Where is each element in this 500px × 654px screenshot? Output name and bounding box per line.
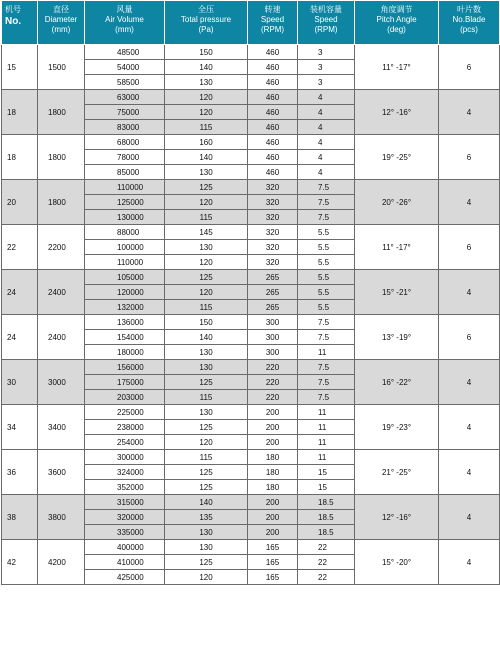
total-pressure-cell: 115: [165, 300, 248, 315]
header-total-pressure-en: Total pressure: [180, 15, 232, 24]
installed-power-cell: 18.5: [298, 510, 355, 525]
speed-cell: 165: [248, 540, 298, 555]
speed-cell: 320: [248, 210, 298, 225]
air-volume-cell: 324000: [85, 465, 165, 480]
header-air-volume-zh: 风量: [116, 5, 133, 14]
total-pressure-cell: 140: [165, 60, 248, 75]
air-volume-cell: 238000: [85, 420, 165, 435]
model-no-cell: 18: [2, 90, 38, 135]
speed-cell: 200: [248, 510, 298, 525]
total-pressure-cell: 130: [165, 165, 248, 180]
speed-cell: 460: [248, 150, 298, 165]
header-blades-unit: (pcs): [460, 25, 478, 34]
header-no-en: No.: [5, 16, 22, 27]
total-pressure-cell: 130: [165, 525, 248, 540]
diameter-cell: 3400: [38, 405, 85, 450]
speed-cell: 320: [248, 180, 298, 195]
table-row: [2, 90, 500, 105]
installed-power-cell: 7.5: [298, 360, 355, 375]
pitch-angle-cell: 15° -20°: [355, 540, 439, 585]
header-air-volume-unit: (mm): [115, 25, 134, 34]
header-speed-unit: (RPM): [260, 25, 285, 34]
model-no-cell: 15: [2, 45, 38, 90]
blade-count-cell: 6: [439, 315, 500, 360]
installed-power-cell: 7.5: [298, 390, 355, 405]
air-volume-cell: 400000: [85, 540, 165, 555]
diameter-cell: 3000: [38, 360, 85, 405]
installed-power-cell: 3: [298, 60, 355, 75]
speed-cell: 320: [248, 255, 298, 270]
air-volume-cell: 132000: [85, 300, 165, 315]
blade-count-cell: 4: [439, 450, 500, 495]
installed-power-cell: 15: [298, 465, 355, 480]
air-volume-cell: 105000: [85, 270, 165, 285]
total-pressure-cell: 130: [165, 75, 248, 90]
speed-cell: 300: [248, 315, 298, 330]
model-no-cell: 34: [2, 405, 38, 450]
installed-power-cell: 5.5: [298, 225, 355, 240]
model-no-cell: 24: [2, 315, 38, 360]
air-volume-cell: 78000: [85, 150, 165, 165]
total-pressure-cell: 120: [165, 570, 248, 585]
header-blades-zh: 叶片数: [457, 5, 481, 14]
total-pressure-cell: 115: [165, 390, 248, 405]
air-volume-cell: 154000: [85, 330, 165, 345]
model-no-cell: 36: [2, 450, 38, 495]
installed-power-cell: 7.5: [298, 315, 355, 330]
installed-power-cell: 7.5: [298, 180, 355, 195]
total-pressure-cell: 130: [165, 360, 248, 375]
speed-cell: 200: [248, 525, 298, 540]
pitch-angle-cell: 12° -16°: [355, 495, 439, 540]
fan-spec-table: [1, 0, 500, 585]
header-pitch-angle-zh: 角度调节: [380, 5, 413, 14]
installed-power-cell: 4: [298, 120, 355, 135]
header-air-volume-en: Air Volume: [105, 15, 144, 24]
installed-power-cell: 4: [298, 90, 355, 105]
total-pressure-cell: 120: [165, 90, 248, 105]
diameter-cell: 3600: [38, 450, 85, 495]
speed-cell: 220: [248, 375, 298, 390]
blade-count-cell: 4: [439, 90, 500, 135]
diameter-cell: 1800: [38, 180, 85, 225]
pitch-angle-cell: 11° -17°: [355, 225, 439, 270]
blade-count-cell: 4: [439, 360, 500, 405]
total-pressure-cell: 140: [165, 495, 248, 510]
speed-cell: 460: [248, 105, 298, 120]
model-no-cell: 42: [2, 540, 38, 585]
speed-cell: 460: [248, 165, 298, 180]
model-no-cell: 22: [2, 225, 38, 270]
table-row: [2, 540, 500, 555]
installed-power-cell: 15: [298, 480, 355, 495]
table-row: [2, 495, 500, 510]
header-total-pressure: [165, 1, 248, 45]
air-volume-cell: 58500: [85, 75, 165, 90]
installed-power-cell: 11: [298, 345, 355, 360]
table-row: [2, 450, 500, 465]
speed-cell: 265: [248, 285, 298, 300]
diameter-cell: 1800: [38, 90, 85, 135]
installed-power-cell: 22: [298, 540, 355, 555]
air-volume-cell: 120000: [85, 285, 165, 300]
installed-power-cell: 11: [298, 450, 355, 465]
installed-power-cell: 18.5: [298, 525, 355, 540]
air-volume-cell: 425000: [85, 570, 165, 585]
header-air-volume: [85, 1, 165, 45]
installed-power-cell: 22: [298, 555, 355, 570]
header-speed: [248, 1, 298, 45]
installed-power-cell: 5.5: [298, 285, 355, 300]
installed-power-cell: 4: [298, 105, 355, 120]
table-row: [2, 45, 500, 60]
total-pressure-cell: 125: [165, 270, 248, 285]
model-no-cell: 30: [2, 360, 38, 405]
speed-cell: 180: [248, 480, 298, 495]
total-pressure-cell: 120: [165, 435, 248, 450]
installed-power-cell: 3: [298, 75, 355, 90]
total-pressure-cell: 160: [165, 135, 248, 150]
pitch-angle-cell: 11° -17°: [355, 45, 439, 90]
header-installed-power: [298, 1, 355, 45]
air-volume-cell: 156000: [85, 360, 165, 375]
total-pressure-cell: 150: [165, 315, 248, 330]
total-pressure-cell: 130: [165, 345, 248, 360]
speed-cell: 300: [248, 330, 298, 345]
air-volume-cell: 83000: [85, 120, 165, 135]
speed-cell: 200: [248, 435, 298, 450]
air-volume-cell: 203000: [85, 390, 165, 405]
model-no-cell: 38: [2, 495, 38, 540]
blade-count-cell: 4: [439, 495, 500, 540]
header-row: [2, 1, 500, 45]
air-volume-cell: 110000: [85, 180, 165, 195]
model-no-cell: 24: [2, 270, 38, 315]
air-volume-cell: 335000: [85, 525, 165, 540]
speed-cell: 460: [248, 45, 298, 60]
speed-cell: 165: [248, 555, 298, 570]
pitch-angle-cell: 13° -19°: [355, 315, 439, 360]
header-diameter: [38, 1, 85, 45]
blade-count-cell: 6: [439, 225, 500, 270]
total-pressure-cell: 125: [165, 555, 248, 570]
table-body: [2, 45, 500, 585]
air-volume-cell: 300000: [85, 450, 165, 465]
header-diameter-en: Diameter: [44, 15, 78, 24]
pitch-angle-cell: 12° -16°: [355, 90, 439, 135]
air-volume-cell: 88000: [85, 225, 165, 240]
installed-power-cell: 4: [298, 165, 355, 180]
air-volume-cell: 225000: [85, 405, 165, 420]
table-row: [2, 405, 500, 420]
installed-power-cell: 22: [298, 570, 355, 585]
table-row: [2, 315, 500, 330]
total-pressure-cell: 135: [165, 510, 248, 525]
model-no-cell: 20: [2, 180, 38, 225]
air-volume-cell: 320000: [85, 510, 165, 525]
header-installed-power-unit: (RPM): [314, 25, 338, 34]
header-total-pressure-zh: 全压: [198, 5, 214, 14]
blade-count-cell: 6: [439, 135, 500, 180]
installed-power-cell: 18.5: [298, 495, 355, 510]
pitch-angle-cell: 16° -22°: [355, 360, 439, 405]
table-header: [2, 1, 500, 45]
speed-cell: 460: [248, 60, 298, 75]
total-pressure-cell: 130: [165, 405, 248, 420]
installed-power-cell: 7.5: [298, 330, 355, 345]
air-volume-cell: 75000: [85, 105, 165, 120]
installed-power-cell: 7.5: [298, 195, 355, 210]
model-no-cell: 18: [2, 135, 38, 180]
air-volume-cell: 410000: [85, 555, 165, 570]
pitch-angle-cell: 19° -25°: [355, 135, 439, 180]
speed-cell: 460: [248, 120, 298, 135]
diameter-cell: 2400: [38, 315, 85, 360]
header-speed-zh: 转速: [264, 5, 281, 14]
blade-count-cell: 4: [439, 270, 500, 315]
speed-cell: 320: [248, 225, 298, 240]
installed-power-cell: 7.5: [298, 375, 355, 390]
total-pressure-cell: 120: [165, 285, 248, 300]
air-volume-cell: 110000: [85, 255, 165, 270]
pitch-angle-cell: 19° -23°: [355, 405, 439, 450]
speed-cell: 200: [248, 420, 298, 435]
speed-cell: 265: [248, 300, 298, 315]
total-pressure-cell: 130: [165, 540, 248, 555]
header-diameter-zh: 直径: [53, 5, 69, 14]
installed-power-cell: 5.5: [298, 300, 355, 315]
speed-cell: 320: [248, 240, 298, 255]
total-pressure-cell: 125: [165, 420, 248, 435]
air-volume-cell: 175000: [85, 375, 165, 390]
header-no-zh: 机号: [5, 5, 21, 14]
total-pressure-cell: 120: [165, 195, 248, 210]
air-volume-cell: 352000: [85, 480, 165, 495]
header-total-pressure-unit: (Pa): [198, 25, 214, 34]
table-row: [2, 270, 500, 285]
speed-cell: 320: [248, 195, 298, 210]
air-volume-cell: 100000: [85, 240, 165, 255]
speed-cell: 220: [248, 360, 298, 375]
air-volume-cell: 54000: [85, 60, 165, 75]
header-blades: [439, 1, 500, 45]
installed-power-cell: 5.5: [298, 240, 355, 255]
total-pressure-cell: 125: [165, 180, 248, 195]
air-volume-cell: 254000: [85, 435, 165, 450]
spec-table-container: [1, 0, 499, 585]
total-pressure-cell: 115: [165, 450, 248, 465]
installed-power-cell: 4: [298, 150, 355, 165]
speed-cell: 460: [248, 90, 298, 105]
air-volume-cell: 85000: [85, 165, 165, 180]
header-speed-en: Speed: [260, 15, 285, 24]
total-pressure-cell: 125: [165, 375, 248, 390]
installed-power-cell: 5.5: [298, 270, 355, 285]
speed-cell: 265: [248, 270, 298, 285]
pitch-angle-cell: 20° -26°: [355, 180, 439, 225]
total-pressure-cell: 125: [165, 465, 248, 480]
total-pressure-cell: 145: [165, 225, 248, 240]
header-installed-power-zh: 装机容量: [310, 5, 342, 14]
table-row: [2, 225, 500, 240]
header-installed-power-en: Speed: [314, 15, 338, 24]
header-diameter-unit: (mm): [51, 25, 71, 34]
diameter-cell: 2400: [38, 270, 85, 315]
speed-cell: 300: [248, 345, 298, 360]
blade-count-cell: 4: [439, 540, 500, 585]
diameter-cell: 1800: [38, 135, 85, 180]
header-pitch-angle: [355, 1, 439, 45]
total-pressure-cell: 130: [165, 240, 248, 255]
total-pressure-cell: 140: [165, 330, 248, 345]
table-row: [2, 180, 500, 195]
total-pressure-cell: 115: [165, 120, 248, 135]
table-row: [2, 360, 500, 375]
speed-cell: 220: [248, 390, 298, 405]
installed-power-cell: 11: [298, 420, 355, 435]
header-pitch-angle-unit: (deg): [387, 25, 406, 34]
installed-power-cell: 11: [298, 405, 355, 420]
total-pressure-cell: 115: [165, 210, 248, 225]
header-blades-en: No.Blade: [452, 15, 486, 24]
total-pressure-cell: 140: [165, 150, 248, 165]
header-no: [2, 1, 38, 45]
diameter-cell: 1500: [38, 45, 85, 90]
air-volume-cell: 63000: [85, 90, 165, 105]
total-pressure-cell: 125: [165, 480, 248, 495]
air-volume-cell: 315000: [85, 495, 165, 510]
air-volume-cell: 136000: [85, 315, 165, 330]
air-volume-cell: 125000: [85, 195, 165, 210]
speed-cell: 180: [248, 465, 298, 480]
speed-cell: 180: [248, 450, 298, 465]
speed-cell: 460: [248, 75, 298, 90]
diameter-cell: 3800: [38, 495, 85, 540]
speed-cell: 460: [248, 135, 298, 150]
installed-power-cell: 5.5: [298, 255, 355, 270]
air-volume-cell: 130000: [85, 210, 165, 225]
header-pitch-angle-en: Pitch Angle: [376, 15, 417, 24]
air-volume-cell: 180000: [85, 345, 165, 360]
speed-cell: 165: [248, 570, 298, 585]
table-row: [2, 135, 500, 150]
total-pressure-cell: 120: [165, 105, 248, 120]
total-pressure-cell: 150: [165, 45, 248, 60]
installed-power-cell: 3: [298, 45, 355, 60]
pitch-angle-cell: 21° -25°: [355, 450, 439, 495]
diameter-cell: 2200: [38, 225, 85, 270]
blade-count-cell: 4: [439, 180, 500, 225]
pitch-angle-cell: 15° -21°: [355, 270, 439, 315]
installed-power-cell: 11: [298, 435, 355, 450]
diameter-cell: 4200: [38, 540, 85, 585]
speed-cell: 200: [248, 405, 298, 420]
installed-power-cell: 7.5: [298, 210, 355, 225]
blade-count-cell: 6: [439, 45, 500, 90]
air-volume-cell: 48500: [85, 45, 165, 60]
blade-count-cell: 4: [439, 405, 500, 450]
speed-cell: 200: [248, 495, 298, 510]
total-pressure-cell: 120: [165, 255, 248, 270]
installed-power-cell: 4: [298, 135, 355, 150]
air-volume-cell: 68000: [85, 135, 165, 150]
